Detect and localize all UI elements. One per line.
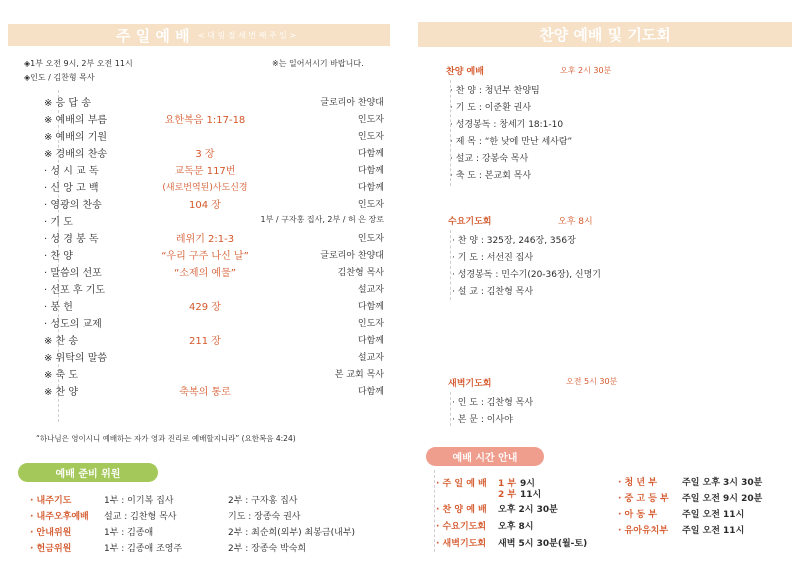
schedule-value: 새벽 5시 30분(월-토)	[498, 539, 588, 549]
wednesday-dashed-guide	[450, 230, 451, 300]
order-leader: 인도자	[357, 200, 384, 210]
schedule-value: 주일 오전 11시	[682, 526, 745, 536]
committee-role: · 헌금위원	[30, 544, 72, 554]
order-leader: 1부 / 구자홍 집사, 2부 / 허 은 장로	[260, 215, 384, 224]
order-leader: 인도자	[357, 115, 384, 125]
order-label: ※ 응 답 송	[44, 98, 91, 109]
order-leader: 다함께	[357, 183, 384, 193]
left-banner-title: 주 일 예 배	[116, 26, 190, 45]
order-label: · 찬 양	[44, 251, 73, 262]
schedule-value: 주일 오후 3시 30분	[682, 478, 763, 488]
praise-item: · 찬 양 : 청년부 찬양팀	[450, 86, 540, 96]
order-label: ※ 예배의 기원	[44, 132, 108, 143]
order-label: · 성 시 교 독	[44, 166, 99, 177]
order-label: ※ 경배의 찬송	[44, 149, 108, 160]
schedule-value: 11시	[520, 490, 542, 500]
committee-role: · 안내위원	[30, 528, 72, 538]
wednesday-item: · 기 도 : 서선진 집사	[452, 253, 534, 263]
leader-line: ◈인도 / 김찬형 목사	[24, 73, 95, 82]
committee-title: 예배 준비 위원	[18, 463, 158, 482]
schedule-value: 오후 8시	[498, 522, 534, 532]
order-leader: 김찬형 목사	[337, 268, 384, 278]
wednesday-item: · 찬 양 : 325장, 246장, 356장	[452, 236, 576, 246]
order-detail: 3 장	[195, 149, 215, 160]
order-detail: 104 장	[189, 200, 221, 211]
committee-part2: 기도 : 장종숙 권사	[228, 512, 301, 522]
order-leader: 인도자	[357, 319, 384, 329]
committee-part1: 1부 : 김종애 조영주	[104, 544, 183, 554]
wednesday-time: 오후 8시	[558, 217, 593, 227]
order-leader: 인도자	[357, 132, 384, 142]
schedule-part: 2 부	[498, 490, 517, 500]
committee-part1: 1부 : 김종애	[104, 528, 154, 538]
order-leader: 본 교회 목사	[334, 370, 384, 380]
order-detail: 교독문 117번	[174, 166, 236, 177]
order-detail: “소제의 예물”	[174, 268, 236, 279]
order-leader: 글로리아 찬양대	[320, 251, 384, 261]
schedule-label: · 중 고 등 부	[618, 494, 669, 504]
praise-title: 찬양 예배	[446, 67, 484, 77]
order-label: · 신 앙 고 백	[44, 183, 99, 194]
schedule-title: 예배 시간 안내	[426, 447, 544, 466]
order-leader: 글로리아 찬양대	[320, 98, 384, 108]
order-label: · 영광의 찬송	[44, 200, 102, 211]
order-leader: 다함께	[357, 336, 384, 346]
dawn-title: 새벽기도회	[448, 379, 492, 389]
order-label: · 말씀의 선포	[44, 268, 102, 279]
schedule-part: 1 부	[498, 479, 517, 489]
order-detail: 축복의 통로	[179, 387, 231, 398]
order-leader: 다함께	[357, 149, 384, 159]
schedule-label: · 새벽기도회	[436, 539, 487, 549]
committee-role: · 내주오후예배	[30, 512, 89, 522]
order-label: ※ 찬 송	[44, 336, 79, 347]
schedule-label: · 유아유치부	[618, 526, 669, 536]
order-label: · 봉 헌	[44, 302, 73, 313]
dawn-item: · 인 도 : 김찬형 목사	[452, 398, 534, 408]
committee-part2: 2부 : 장종숙 박숙희	[228, 544, 307, 554]
schedule-value: 주일 오전 9시 20분	[682, 494, 763, 504]
left-banner	[8, 24, 390, 46]
wednesday-item: · 설 교 : 김찬형 목사	[452, 287, 534, 297]
service-times: ◈1부 오전 9시, 2부 오전 11시	[24, 59, 133, 68]
schedule-value: 9시	[520, 479, 535, 489]
standing-notice: ※는 일어서시기 바랍니다.	[272, 59, 364, 68]
left-banner-subtitle: < 대 림 절 세 번 째 주 일 >	[198, 30, 297, 40]
committee-role: · 내주기도	[30, 496, 72, 506]
schedule-label: · 찬 양 예 배	[436, 505, 487, 515]
order-label: · 선포 후 기도	[44, 285, 106, 296]
schedule-label: · 아 동 부	[618, 510, 657, 520]
order-label: · 기 도	[44, 217, 73, 228]
committee-part1: 설교 : 김찬형 목사	[104, 512, 177, 522]
praise-item: · 설교 : 강봉숙 목사	[450, 154, 529, 164]
order-label: · 성도의 교제	[44, 319, 102, 330]
scripture-quote: “하나님은 영이시니 예배하는 자가 영과 진리로 예배할지니라” (요한복음 4:24)	[36, 434, 296, 443]
praise-time: 오후 2시 30분	[560, 66, 612, 75]
praise-item: · 제 목 : “한 낮에 만난 세사람”	[450, 137, 573, 147]
wednesday-item: · 성경봉독 : 민수기(20-36장), 신명기	[452, 270, 602, 280]
order-leader: 다함께	[357, 302, 384, 312]
dawn-time: 오전 5시 30분	[566, 377, 618, 386]
order-detail: 211 장	[189, 336, 221, 347]
right-banner	[418, 22, 792, 47]
order-label: ※ 예배의 부름	[44, 115, 108, 126]
order-leader: 설교자	[357, 353, 384, 363]
order-leader: 다함께	[357, 166, 384, 176]
dawn-item: · 본 문 : 이사야	[452, 415, 513, 425]
dawn-dashed-guide	[450, 392, 451, 426]
committee-part2: 2부 : 구자홍 집사	[228, 496, 298, 506]
schedule-value: 주일 오전 11시	[682, 510, 745, 520]
schedule-dashed-guide	[434, 470, 435, 552]
order-detail: 레위기 2:1-3	[175, 234, 235, 245]
wednesday-title: 수요기도회	[448, 217, 492, 227]
order-detail: 429 장	[189, 302, 221, 313]
order-leader: 다함께	[357, 387, 384, 397]
order-leader: 인도자	[357, 234, 384, 244]
right-banner-title: 찬양 예배 및 기도회	[539, 26, 671, 44]
order-label: ※ 찬 양	[44, 387, 79, 398]
order-label: ※ 축 도	[44, 370, 79, 381]
schedule-label: · 수요기도회	[436, 522, 487, 532]
right-page	[400, 0, 800, 566]
praise-item: · 축 도 : 본교회 목사	[450, 171, 532, 181]
committee-part2: 2부 : 최순희(외부) 최봉금(내부)	[228, 528, 356, 538]
order-detail: “우리 구주 나신 날”	[161, 251, 249, 262]
praise-item: · 기 도 : 이준환 권사	[450, 103, 532, 113]
order-label: ※ 위탁의 말씀	[44, 353, 108, 364]
committee-part1: 1부 : 이기복 집사	[104, 496, 174, 506]
praise-item: · 성경봉독 : 창세기 18:1-10	[450, 120, 564, 130]
order-detail: (새로번역된)사도신경	[162, 183, 248, 193]
schedule-label: · 주 일 예 배	[436, 479, 487, 489]
order-detail: 요한복음 1:17-18	[164, 115, 246, 126]
order-leader: 설교자	[357, 285, 384, 295]
schedule-label: · 청 년 부	[618, 478, 657, 488]
order-label: · 성 경 봉 독	[44, 234, 99, 245]
schedule-value: 오후 2시 30분	[498, 505, 558, 515]
